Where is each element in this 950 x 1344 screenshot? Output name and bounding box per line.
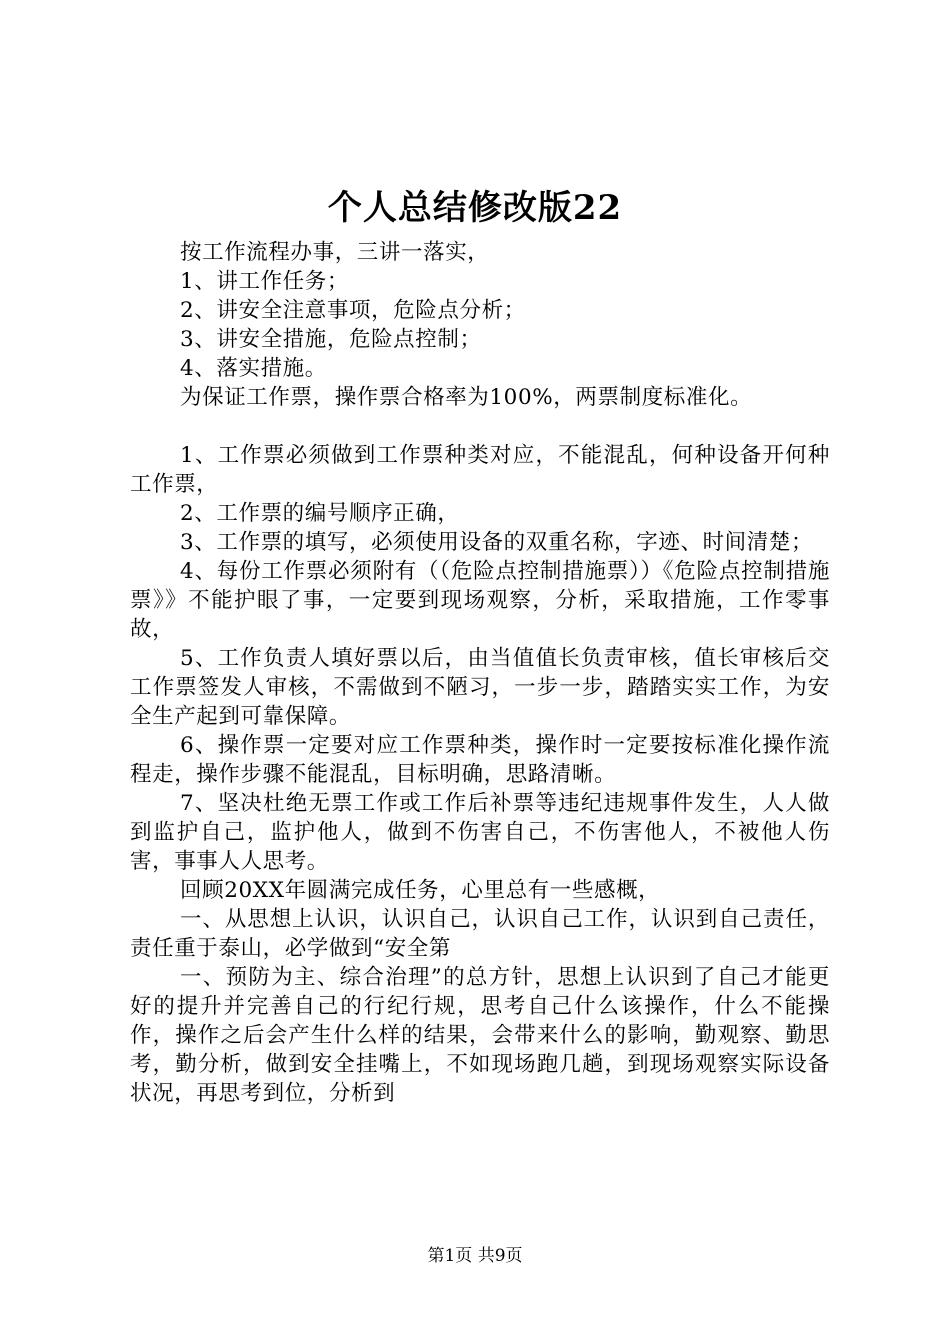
- paragraph: 4、落实措施。: [180, 356, 327, 381]
- paragraph: 2、讲安全注意事项，危险点分析；: [180, 298, 526, 323]
- blank-line: [130, 412, 830, 441]
- document-title: 个人总结修改版22: [327, 188, 623, 228]
- paragraph: 7、坚决杜绝无票工作或工作后补票等违纪违规事件发生，人人做到监护自己，监护他人，做到不伤害自己，不伤害他人，不被他人伤害，事事人人思考。: [130, 791, 830, 874]
- paragraph: 回顾20XX年圆满完成任务，心里总有一些感概，: [180, 878, 661, 903]
- paragraph: 1、工作票必须做到工作票种类对应，不能混乱，何种设备开何种工作票，: [130, 443, 830, 497]
- paragraph: 6、操作票一定要对应工作票种类，操作时一定要按标准化操作流程走，操作步骤不能混乱，目标明确，思路清晰。: [130, 733, 830, 787]
- paragraph: 按工作流程办事，三讲一落实，: [180, 240, 490, 265]
- page-footer: 第1页 共9页: [427, 1246, 523, 1266]
- paragraph: 3、工作票的填写，必须使用设备的双重名称，字迹、时间清楚；: [180, 530, 814, 555]
- paragraph: 一、从思想上认识，认识自己，认识自己工作，认识到自己责任，责任重于泰山，必学做到“安全第: [130, 907, 830, 961]
- document-body: [130, 238, 830, 1108]
- paragraph: 2、工作票的编号顺序正确，: [180, 501, 460, 526]
- paragraph: 4、每份工作票必须附有（（危险点控制措施票））《危险点控制措施票》》不能护眼了事，一定要到现场观察，分析，采取措施，工作零事故，: [130, 559, 830, 642]
- paragraph: 一、预防为主、综合治理”的总方针，思想上认识到了自己才能更好的提升并完善自己的行纪行规，思考自己什么该操作，什么不能操作，操作之后会产生什么样的结果，会带来什么的影响，勤观察、勤思考，勤分析，做到安全挂嘴上，不如现场跑几趟，到现场观察实际设备状况，再思考到位，分析到: [130, 965, 830, 1106]
- paragraph: 1、讲工作任务；: [180, 269, 349, 294]
- paragraph: 3、讲安全措施，危险点控制；: [180, 327, 482, 352]
- paragraph: 为保证工作票，操作票合格率为100%，两票制度标准化。: [180, 385, 753, 410]
- paragraph: 5、工作负责人填好票以后，由当值值长负责审核，值长审核后交工作票签发人审核，不需做到不陋习，一步一步，踏踏实实工作，为安全生产起到可靠保障。: [130, 646, 830, 729]
